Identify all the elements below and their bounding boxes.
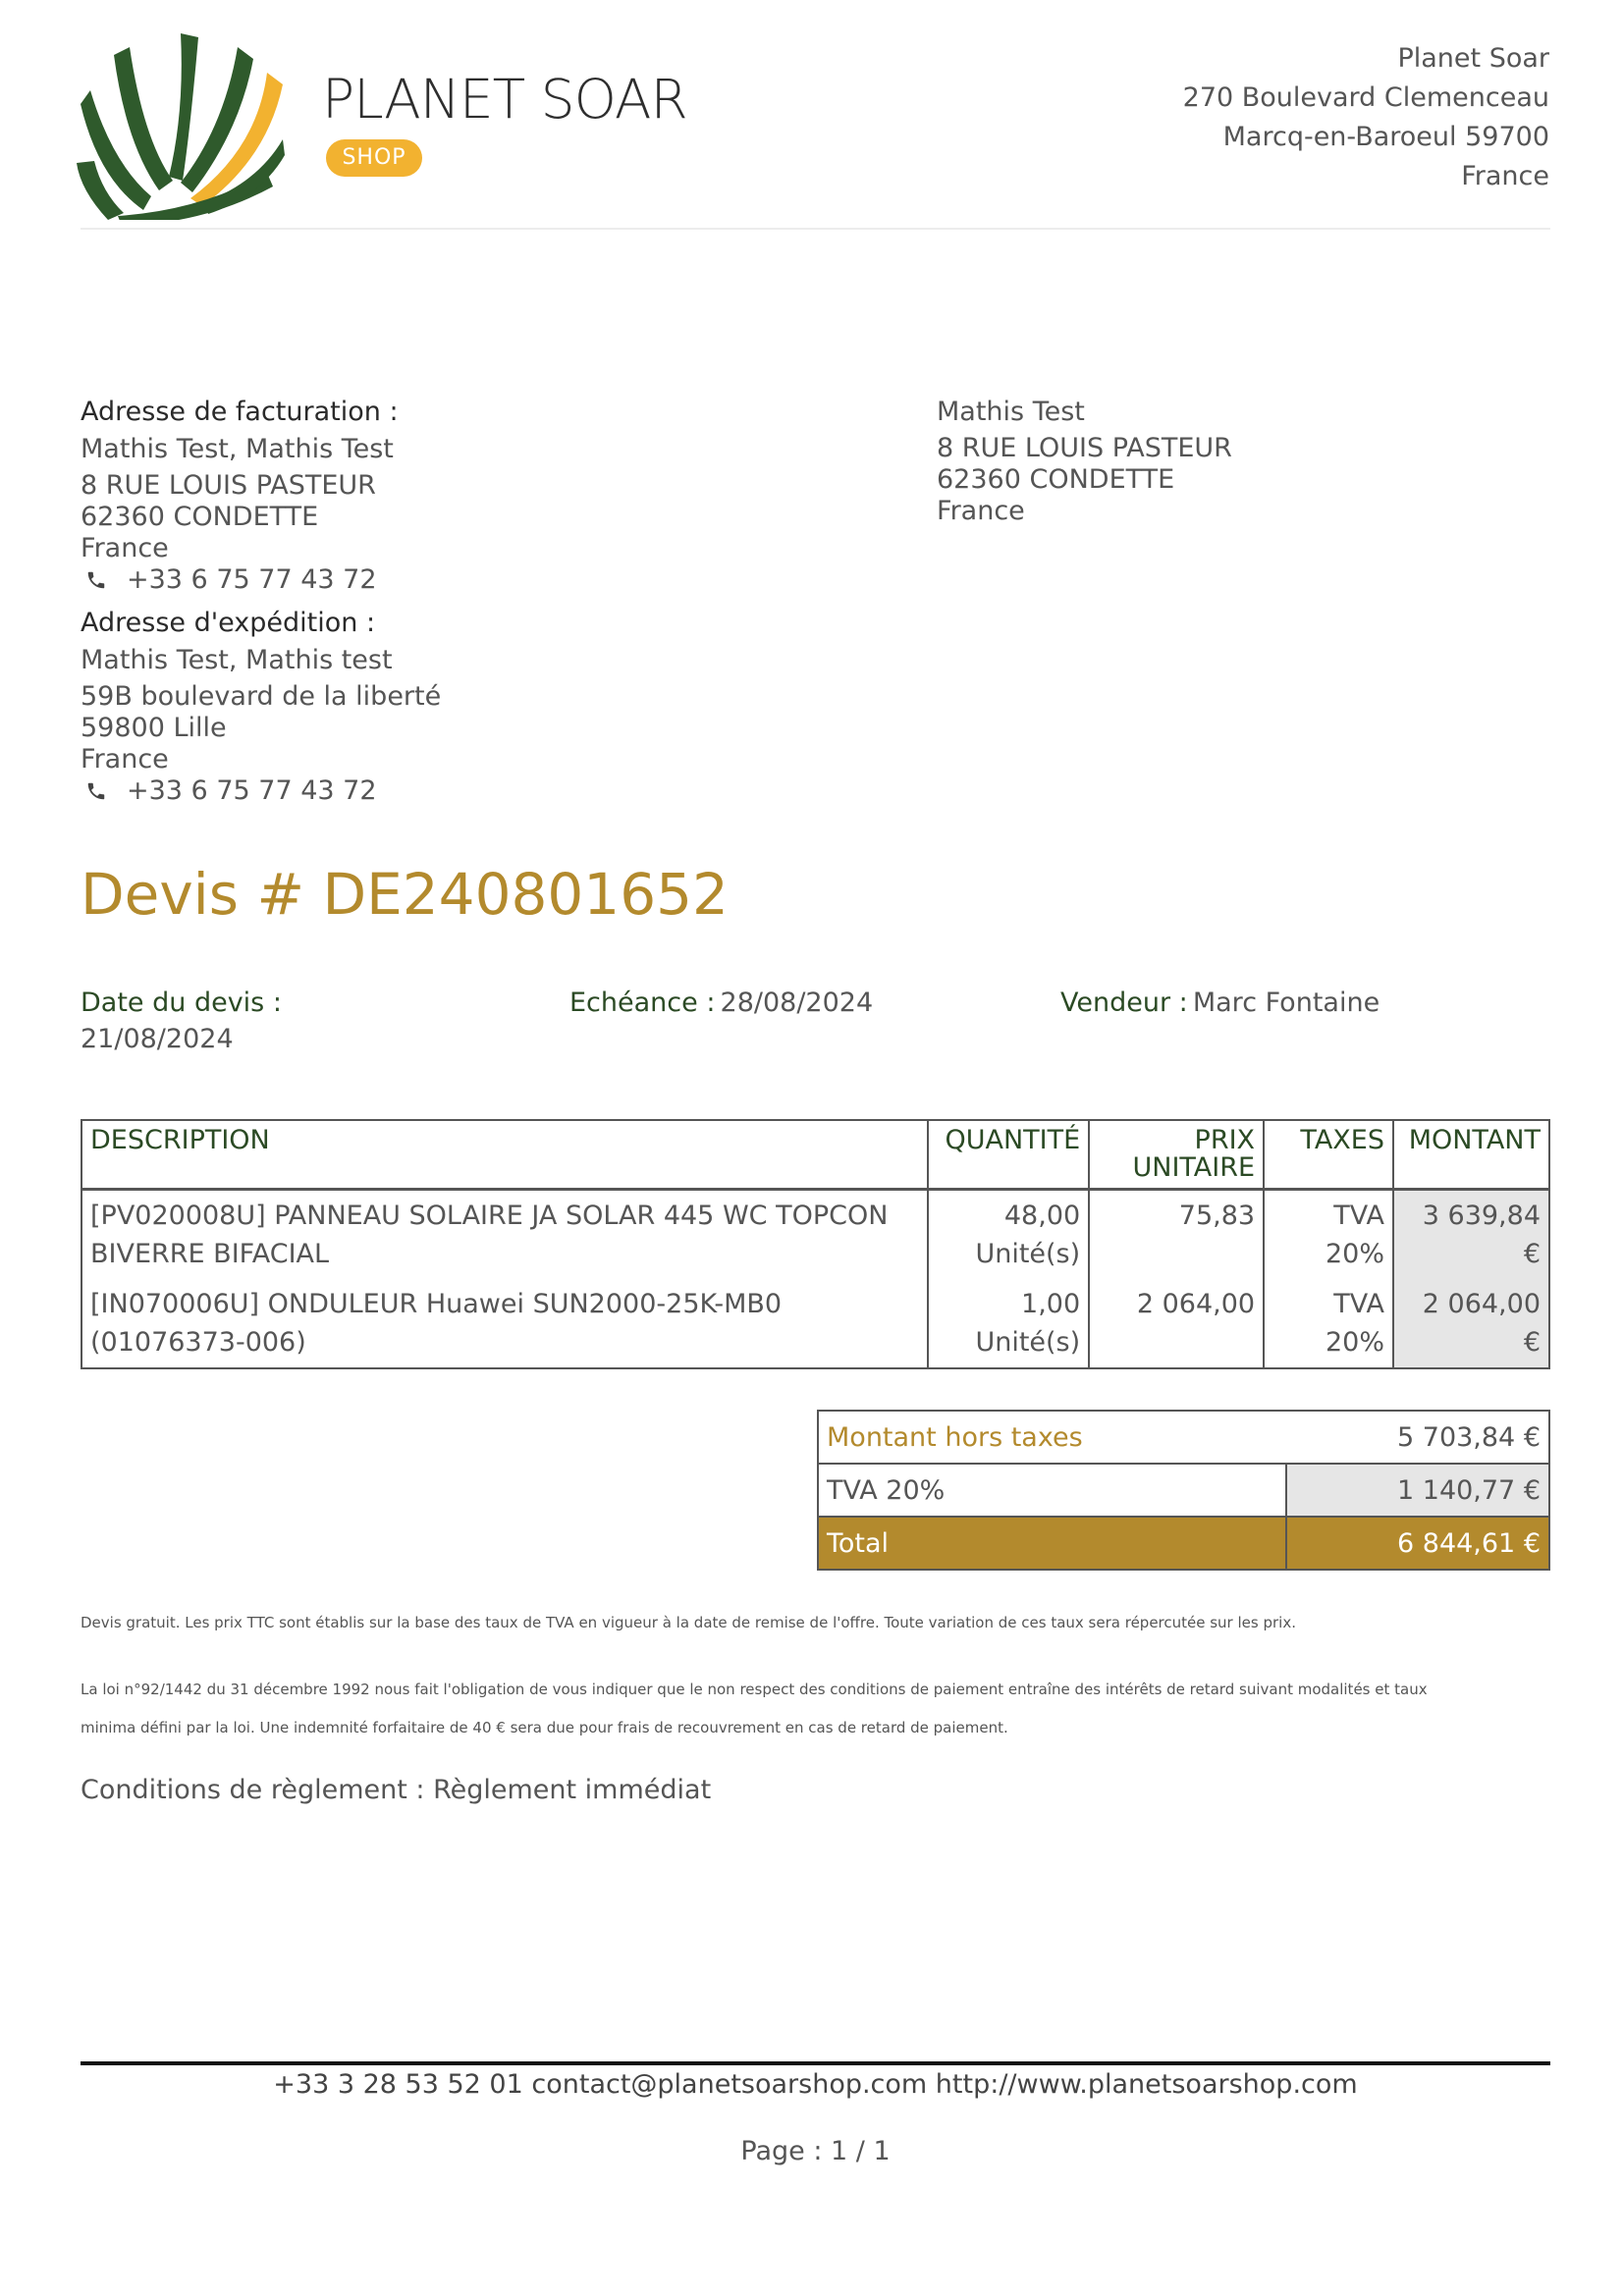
totals-total-row [818,1517,1549,1570]
billing-name: Mathis Test, Mathis Test [81,434,394,464]
billing-city: 62360 CONDETTE [81,502,319,532]
shipping-city: 59800 Lille [81,713,227,743]
customer-name: Mathis Test [937,397,1085,427]
quote-due-block [569,988,873,1018]
row-amount: 2 064,00 € [1393,1279,1549,1368]
col-unit-price-line1: PRIX [1194,1125,1256,1155]
row-quantity-unit: Unité(s) [975,1239,1081,1269]
row-quantity-unit: Unité(s) [975,1327,1081,1358]
quote-seller-value: Marc Fontaine [1192,988,1380,1018]
row-amount: 3 639,84 € [1393,1190,1549,1280]
totals-vat-row [818,1464,1549,1517]
row-tax: TVA 20% [1264,1279,1393,1368]
shipping-country: France [81,744,169,774]
table-row [81,1279,1549,1368]
col-amount: MONTANT [1393,1120,1549,1190]
shipping-address [81,608,441,807]
totals-vat-label: TVA 20% [818,1464,1286,1517]
shipping-name: Mathis Test, Mathis test [81,645,393,675]
row-tax: TVA 20% [1264,1190,1393,1280]
row-description-line1: [IN070006U] ONDULEUR Huawei SUN2000-25K-MB0 [90,1289,783,1319]
shipping-street: 59B boulevard de la liberté [81,681,442,712]
totals-table [817,1410,1550,1571]
row-quantity-value: 1,00 [1021,1289,1081,1319]
totals-vat-value: 1 140,77 € [1286,1464,1549,1517]
shipping-phone-row [81,775,441,807]
phone-icon [85,569,107,591]
company-country: France [1461,161,1549,191]
quote-due-label: Echéance : [569,988,716,1018]
brand-shop-badge: SHOP [326,139,422,177]
quote-lines-table [81,1119,1550,1369]
note-vat-disclaimer: Devis gratuit. Les prix TTC sont établis sur la base des taux de TVA en vigueur à la date de remise de l'offre. Toute variation de ces taux sera répercutée sur les prix. [81,1614,1296,1631]
customer-street: 8 RUE LOUIS PASTEUR [937,433,1232,463]
totals-total-value: 6 844,61 € [1286,1517,1549,1570]
row-unit-price: 2 064,00 [1089,1279,1264,1368]
row-unit-price: 75,83 [1089,1190,1264,1280]
billing-street: 8 RUE LOUIS PASTEUR [81,470,376,501]
row-description [81,1190,928,1280]
row-description-line2: (01076373-006) [90,1327,306,1358]
shipping-heading: Adresse d'expédition : [81,608,376,638]
company-city: Marcq-en-Baroeul 59700 [1222,122,1549,152]
quote-seller-block [1060,988,1380,1018]
sun-rays-logo-icon [75,33,285,220]
totals-total-label: Total [818,1517,1286,1570]
col-quantity: QUANTITÉ [928,1120,1089,1190]
row-quantity [928,1190,1089,1280]
billing-heading: Adresse de facturation : [81,397,399,427]
customer-city: 62360 CONDETTE [937,464,1175,495]
quote-due-value: 28/08/2024 [720,988,874,1018]
quote-date-block [81,988,282,1054]
quote-title: Devis # DE240801652 [81,861,729,928]
company-logo [75,33,285,220]
col-description: DESCRIPTION [81,1120,928,1190]
quote-seller-label: Vendeur : [1060,988,1188,1018]
totals-untaxed-value: 5 703,84 € [1286,1411,1549,1464]
company-street: 270 Boulevard Clemenceau [1182,82,1549,113]
footer-contact: +33 3 28 53 52 01 contact@planetsoarshop.com http://www.planetsoarshop.com [273,2069,1358,2100]
customer-country: France [937,496,1025,526]
brand-name: PLANET SOAR [322,68,687,131]
billing-country: France [81,533,169,563]
col-taxes: TAXES [1264,1120,1393,1190]
row-quantity [928,1279,1089,1368]
col-unit-price-line2: UNITAIRE [1132,1152,1256,1183]
row-description-line1: [PV020008U] PANNEAU SOLAIRE JA SOLAR 445 WC TOPCON [90,1201,889,1231]
totals-untaxed-row [818,1411,1549,1464]
billing-phone: +33 6 75 77 43 72 [127,564,377,595]
note-late-payment-line1: La loi n°92/1442 du 31 décembre 1992 nous fait l'obligation de vous indiquer que le non respect des conditions de paiement entraîne des intérêts de retard suivant modalités et taux [81,1681,1428,1698]
phone-icon [85,780,107,802]
table-header-row [81,1120,1549,1190]
col-unit-price [1089,1120,1264,1190]
company-address [1183,39,1549,196]
company-name: Planet Soar [1397,43,1549,74]
totals-untaxed-label: Montant hors taxes [818,1411,1286,1464]
shipping-phone: +33 6 75 77 43 72 [127,775,377,806]
quote-date-label: Date du devis : [81,988,282,1018]
footer-divider [81,2061,1550,2065]
customer-address [937,397,1232,527]
page-number: Page : 1 / 1 [740,2136,891,2166]
quote-date-value: 21/08/2024 [81,1024,234,1054]
note-late-payment-line2: minima défini par la loi. Une indemnité forfaitaire de 40 € sera due pour frais de recouvrement en cas de retard de paiement. [81,1719,1008,1736]
billing-address [81,397,399,596]
row-description [81,1279,928,1368]
table-row [81,1190,1549,1280]
billing-phone-row [81,564,399,596]
header-divider [81,228,1550,230]
payment-terms: Conditions de règlement : Règlement immédiat [81,1775,712,1805]
row-description-line2: BIVERRE BIFACIAL [90,1239,330,1269]
row-quantity-value: 48,00 [1003,1201,1081,1231]
